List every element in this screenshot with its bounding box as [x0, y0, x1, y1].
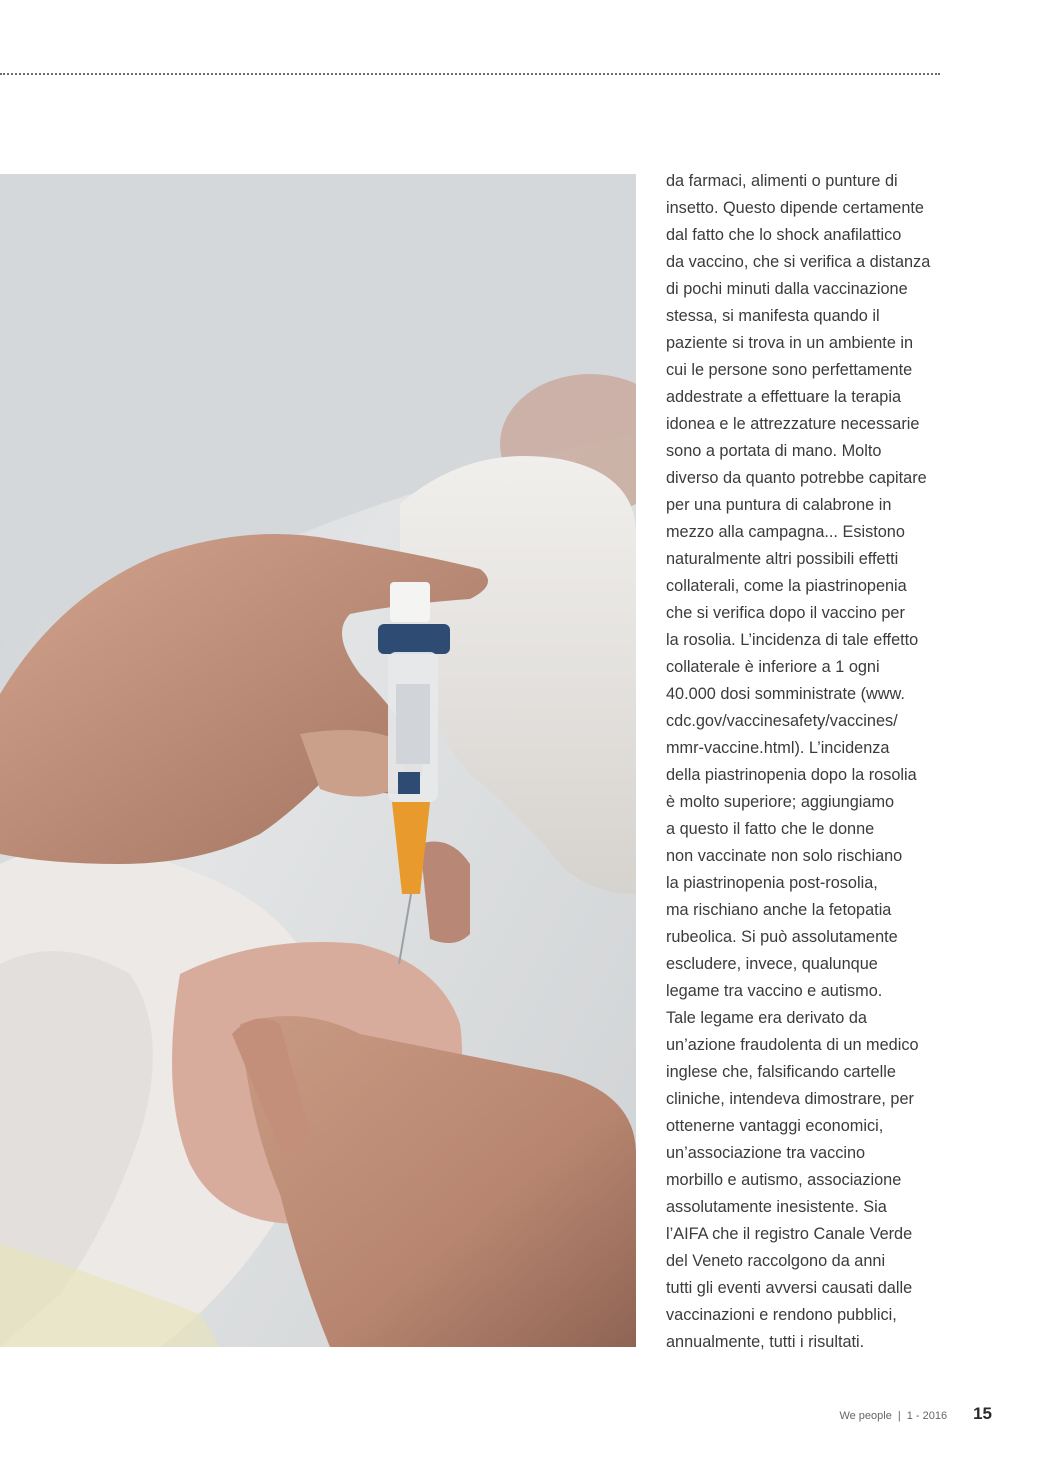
article-line: naturalmente altri possibili effetti [666, 550, 899, 568]
article-line: tutti gli eventi avversi causati dalle [666, 1279, 913, 1297]
article-line: inglese che, falsificando cartelle [666, 1063, 896, 1081]
article-line: del Veneto raccolgono da anni [666, 1252, 886, 1270]
article-line: la rosolia. L’incidenza di tale effetto [666, 631, 919, 649]
article-line: un’associazione tra vaccino [666, 1144, 866, 1162]
article-line: cdc.gov/vaccinesafety/vaccines/ [666, 712, 898, 730]
article-body [666, 168, 956, 1356]
dotted-header-rule [0, 73, 940, 75]
article-line: idonea e le attrezzature necessarie [666, 415, 920, 433]
article-line: la piastrinopenia post-rosolia, [666, 874, 878, 892]
article-line: stessa, si manifesta quando il [666, 307, 880, 325]
article-line: collaterale è inferiore a 1 ogni [666, 658, 880, 676]
article-line: mezzo alla campagna... Esistono [666, 523, 905, 541]
article-line: che si verifica dopo il vaccino per [666, 604, 905, 622]
article-line: legame tra vaccino e autismo. [666, 982, 883, 1000]
article-line: addestrate a effettuare la terapia [666, 388, 902, 406]
article-line: Tale legame era derivato da [666, 1009, 867, 1027]
article-line: da farmaci, alimenti o punture di [666, 172, 898, 190]
article-line: a questo il fatto che le donne [666, 820, 875, 838]
article-line: diverso da quanto potrebbe capitare [666, 469, 927, 487]
article-line: sono a portata di mano. Molto [666, 442, 882, 460]
page-number: 15 [973, 1404, 992, 1423]
article-line: mmr-vaccine.html). L’incidenza [666, 739, 890, 757]
article-line: un’azione fraudolenta di un medico [666, 1036, 919, 1054]
article-line: insetto. Questo dipende certamente [666, 199, 924, 217]
article-line: escludere, invece, qualunque [666, 955, 878, 973]
article-line: dal fatto che lo shock anafilattico [666, 226, 902, 244]
article-line: della piastrinopenia dopo la rosolia [666, 766, 917, 784]
article-line: paziente si trova in un ambiente in [666, 334, 914, 352]
article-line: vaccinazioni e rendono pubblici, [666, 1306, 897, 1324]
article-line: cliniche, intendeva dimostrare, per [666, 1090, 914, 1108]
article-line: non vaccinate non solo rischiano [666, 847, 903, 865]
article-line: collaterali, come la piastrinopenia [666, 577, 907, 595]
article-line: per una puntura di calabrone in [666, 496, 892, 514]
article-line: assolutamente inesistente. Sia [666, 1198, 887, 1216]
publication-name: We people [839, 1410, 892, 1422]
article-line: ottenerne vantaggi economici, [666, 1117, 884, 1135]
article-line: l’AIFA che il registro Canale Verde [666, 1225, 913, 1243]
article-line: di pochi minuti dalla vaccinazione [666, 280, 908, 298]
article-line: ma rischiano anche la fetopatia [666, 901, 892, 919]
article-line: è molto superiore; aggiungiamo [666, 793, 895, 811]
page-footer [839, 1404, 992, 1424]
footer-separator: | [897, 1410, 901, 1422]
article-line: annualmente, tutti i risultati. [666, 1333, 865, 1351]
vaccination-photo [0, 174, 636, 1347]
article-line: rubeolica. Si può assolutamente [666, 928, 898, 946]
article-line: cui le persone sono perfettamente [666, 361, 913, 379]
article-line: 40.000 dosi somministrate (www. [666, 685, 905, 703]
article-line: morbillo e autismo, associazione [666, 1171, 902, 1189]
issue-label: 1 - 2016 [906, 1410, 948, 1422]
article-line: da vaccino, che si verifica a distanza [666, 253, 931, 271]
